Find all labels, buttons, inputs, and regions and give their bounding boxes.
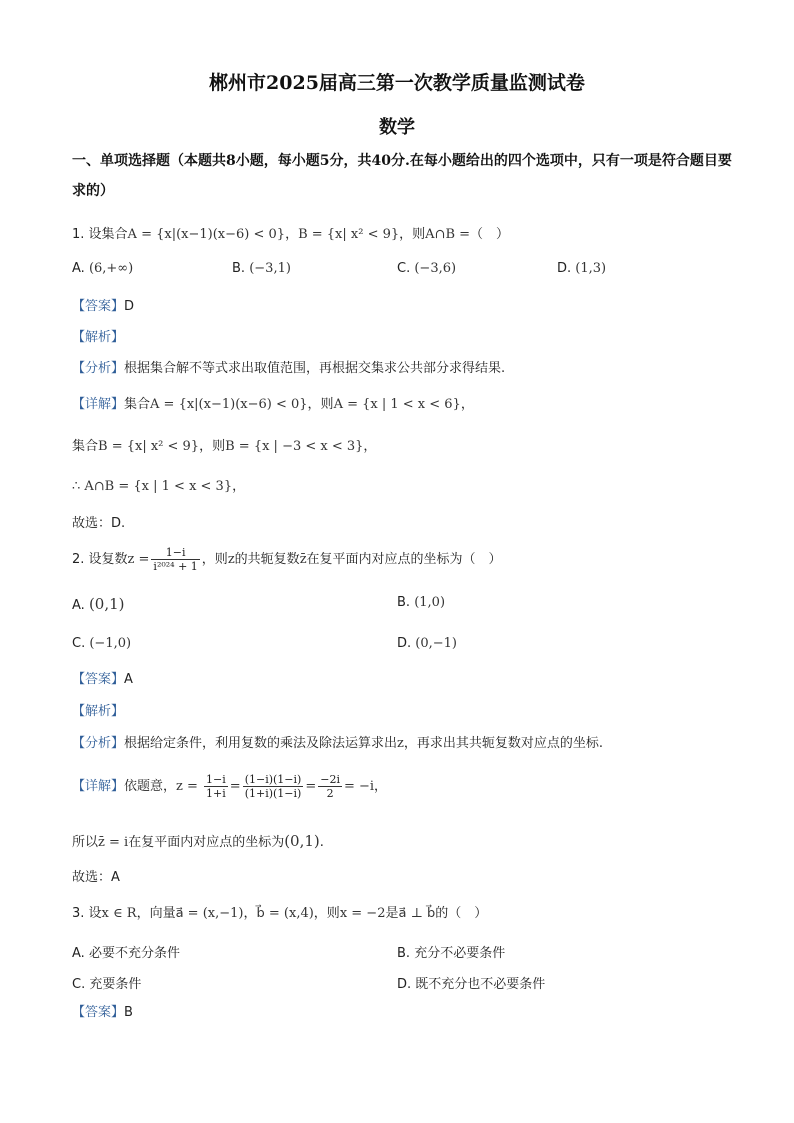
option-value: (0,−1) (415, 636, 458, 651)
option-label: B. (232, 261, 246, 276)
option-value: (1,3) (575, 261, 607, 276)
option-value: 充要条件 (89, 977, 142, 992)
math: z = (176, 779, 198, 794)
math: b⃗ = (x,4) (256, 906, 314, 921)
q1-fenxi (72, 360, 505, 378)
math: = (229, 779, 241, 794)
answer-tag: 【答案】 (72, 299, 125, 314)
option-label: A. (72, 598, 85, 613)
fraction (243, 773, 304, 800)
q3-option-c (72, 973, 141, 992)
math: a⃗ ⊥ b⃗ (398, 906, 436, 921)
q1-option-c (397, 261, 456, 276)
text: ， (460, 397, 474, 412)
option-value: (−3,6) (414, 261, 457, 276)
option-label: D. (557, 261, 572, 276)
text: 集合 (72, 439, 99, 454)
q1-paren: （ ） (470, 227, 510, 242)
option-value: (6,+∞) (88, 261, 134, 276)
text: 3. 设 (72, 906, 102, 921)
q1-detail-2 (72, 438, 376, 456)
text: ， (374, 779, 388, 794)
option-value: 既不充分也不必要条件 (415, 977, 546, 992)
math: a⃗ = (x,−1) (175, 906, 244, 921)
q2-answer (72, 671, 133, 689)
math: A = {x | 1 < x < 6} (333, 397, 461, 412)
q3-answer (72, 1004, 133, 1022)
text: 是 (385, 906, 399, 921)
q2-stem (72, 545, 502, 575)
option-label: B. (397, 946, 411, 961)
xiangjie-tag: 【详解】 (72, 779, 125, 794)
q2-option-a (72, 595, 125, 613)
math: x = −2 (339, 906, 386, 921)
q1-sep: ， (285, 227, 299, 242)
q1-jiexi: 【解析】 (72, 330, 125, 345)
option-label: C. (397, 261, 411, 276)
q2-option-b (397, 595, 445, 610)
answer-value: A (124, 672, 133, 687)
option-value: (1,0) (414, 595, 446, 610)
fraction (204, 773, 228, 800)
fenxi-tag: 【分析】 (72, 736, 125, 751)
q1-set-a: A = {x|(x−1)(x−6) < 0} (127, 227, 286, 242)
math: z̄ (299, 552, 307, 567)
option-label: A. (72, 946, 85, 961)
text: 的（ ） (435, 906, 488, 921)
option-label: D. (397, 977, 412, 992)
q1-choose: 故选：D. (72, 516, 126, 531)
fraction-numerator: 1−i (151, 546, 199, 560)
q1-option-a (72, 261, 133, 276)
text: 2. 设复数 (72, 552, 128, 567)
math: = −i (343, 779, 375, 794)
q2-jiexi: 【解析】 (72, 704, 125, 719)
fraction-denominator: 1+i (206, 787, 226, 800)
option-value: (0,1) (88, 595, 125, 613)
text: 集合 (124, 397, 151, 412)
math: z (397, 736, 404, 751)
option-label: B. (397, 595, 411, 610)
page-subtitle: 数学 (379, 117, 415, 138)
q2-fraction (151, 546, 199, 573)
text: 在复平面内对应点的坐标为（ ） (306, 552, 502, 567)
q2-detail (72, 770, 387, 804)
text: 根据给定条件，利用复数的乘法及除法运算求出 (124, 736, 398, 751)
q3-option-d (397, 973, 545, 992)
text: . (319, 835, 324, 850)
q1-option-d (557, 261, 606, 276)
math: ∴ A∩B = {x | 1 < x < 3} (72, 479, 233, 494)
answer-tag: 【答案】 (72, 672, 125, 687)
q2-conclusion (72, 832, 324, 852)
q1-expr: A∩B = (425, 227, 471, 242)
fenxi-text: 根据集合解不等式求出取值范围，再根据交集求公共部分求得结果. (124, 361, 506, 376)
q2-option-d (397, 636, 457, 651)
section-heading: 一、单项选择题（本题共8小题，每小题5分，共40分.在每小题给出的四个选项中，只有一项是符合题目要求的） (72, 153, 732, 199)
q1-set-b: B = {x| x² < 9} (298, 227, 400, 242)
math: z (227, 552, 235, 567)
answer-value: B (124, 1005, 133, 1020)
page-title: 郴州市2025届高三第一次教学质量监测试卷 (209, 72, 585, 94)
option-value: 必要不充分条件 (88, 946, 180, 961)
text: 在复平面内对应点的坐标为 (128, 835, 285, 850)
math: B = {x | −3 < x < 3} (225, 439, 364, 454)
q3-option-b (397, 942, 505, 961)
q2-choose: 故选：A (72, 870, 120, 885)
option-value: (−3,1) (249, 261, 291, 276)
answer-value: D (124, 299, 135, 314)
q3-option-a (72, 942, 180, 961)
fraction-numerator: (1−i)(1−i) (244, 773, 302, 786)
text: ， (243, 906, 257, 921)
text: 所以 (72, 835, 99, 850)
q1-stem (72, 226, 509, 244)
fraction (318, 773, 342, 800)
text: ，向量 (136, 906, 176, 921)
text: 的共轭复数 (234, 552, 300, 567)
q1-detail-1 (72, 396, 474, 414)
option-label: A. (72, 261, 85, 276)
answer-tag: 【答案】 (72, 1005, 125, 1020)
q2-option-c (72, 636, 131, 651)
text: ， (363, 439, 377, 454)
fraction-numerator: −2i (320, 773, 340, 786)
math: z = (127, 552, 150, 567)
fraction-denominator: (1+i)(1−i) (244, 787, 302, 800)
text: ， (232, 479, 246, 494)
fenxi-tag: 【分析】 (72, 361, 125, 376)
q1-option-b (232, 261, 291, 276)
text: ，则 (307, 397, 334, 412)
math: x ∈ R (101, 906, 137, 921)
text: ，则 (313, 906, 340, 921)
fraction-denominator: 2 (326, 787, 334, 800)
math: = (305, 779, 317, 794)
q1-stem-post: ，则 (399, 227, 426, 242)
option-value: 充分不必要条件 (414, 946, 506, 961)
text: 依题意， (124, 779, 177, 794)
q1-answer (72, 298, 134, 316)
text: ，则 (199, 439, 226, 454)
xiangjie-tag: 【详解】 (72, 397, 125, 412)
fraction-numerator: 1−i (206, 773, 226, 786)
option-value: (−1,0) (89, 636, 132, 651)
option-label: D. (397, 636, 412, 651)
q2-fenxi (72, 735, 603, 753)
q3-stem (72, 905, 487, 923)
math: B = {x| x² < 9} (98, 439, 200, 454)
fraction-denominator: i²⁰²⁴ + 1 (153, 560, 198, 573)
option-label: C. (72, 977, 86, 992)
math: z̄ = i (98, 835, 129, 850)
math: A = {x|(x−1)(x−6) < 0} (150, 397, 308, 412)
math: (0,1) (284, 832, 320, 850)
text: ，再求出其共轭复数对应点的坐标. (403, 736, 604, 751)
option-label: C. (72, 636, 86, 651)
text: ，则 (201, 552, 228, 567)
q1-detail-3 (72, 478, 245, 496)
q1-stem-pre: 1. 设集合 (72, 227, 128, 242)
